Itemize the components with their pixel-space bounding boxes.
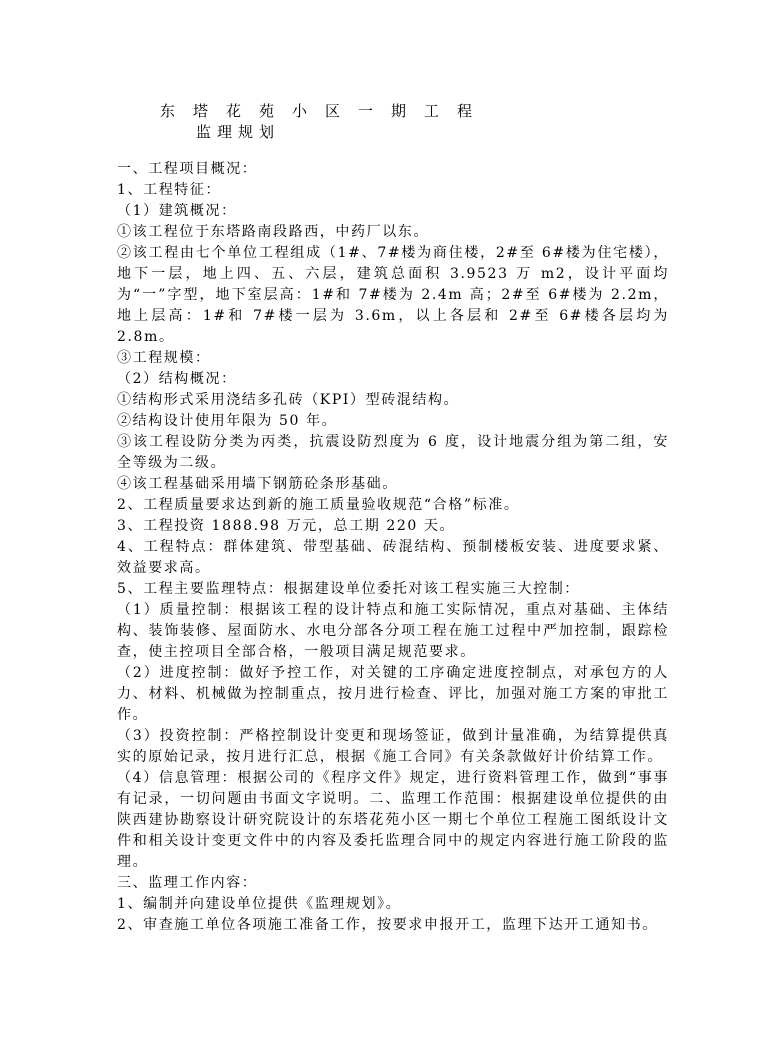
- paragraph-quality-control: （1）质量控制：根据该工程的设计特点和施工实际情况，重点对基础、主体结构、装饰装修、屋面防水、水电分部各分项工程在施工过程中严加控制，跟踪检查，使主控项目全部合格，一般项目满足规范要求。: [117, 602, 669, 660]
- section-heading-supervision-content: 三、监理工作内容：: [117, 875, 258, 891]
- paragraph-investment-control: （3）投资控制：严格控制设计变更和现场签证，做到计量准确，为结算提供真实的原始记录，按月进行汇总，根据《施工合同》有关条款做好计价结算工作。: [117, 728, 669, 765]
- section-heading-project-overview: 一、工程项目概况：: [117, 161, 258, 177]
- paragraph-design-life: ②结构设计使用年限为 50 年。: [117, 413, 338, 429]
- heading-building-overview: （1）建筑概况：: [117, 203, 237, 219]
- paragraph-content-item-2: 2、审查施工单位各项施工准备工作，按要求申报开工，监理下达开工通知书。: [117, 917, 658, 933]
- paragraph-structure-form: ①结构形式采用浇结多孔砖（KPI）型砖混结构。: [117, 392, 460, 408]
- document-title: 东塔花苑小区一期工程: [160, 102, 491, 120]
- heading-project-features: 1、工程特征：: [117, 182, 222, 198]
- paragraph-information-management: （4）信息管理：根据公司的《程序文件》规定，进行资料管理工作，做到“事事有记录，一切问题由书面文字说明。二、监理工作范围：根据建设单位提供的由陕西建协勘察设计研究院设计的东塔花苑小区一期七个单位工程施工图纸设计文件和相关设计变更文件中的内容及委托监理合同中的规定内容进行施工阶段的监理。: [117, 770, 669, 870]
- paragraph-seismic: ③该工程设防分类为丙类，抗震设防烈度为 6 度，设计地震分组为第二组，安全等级为二级。: [117, 434, 669, 471]
- paragraph-schedule-control: （2）进度控制：做好予控工作，对关键的工序确定进度控制点，对承包方的人力、材料、机械做为控制重点，按月进行检查、评比，加强对施工方案的审批工作。: [117, 665, 669, 723]
- heading-structure-overview: （2）结构概况：: [117, 371, 237, 387]
- document-subtitle: 监理规划: [196, 123, 281, 141]
- paragraph-quality-requirement: 2、工程质量要求达到新的施工质量验收规范“合格”标准。: [117, 497, 520, 513]
- paragraph-supervision-features: 5、工程主要监理特点：根据建设单位委托对该工程实施三大控制：: [117, 581, 580, 597]
- paragraph-investment: 3、工程投资 1888.98 万元，总工期 220 天。: [117, 518, 456, 534]
- paragraph-project-characteristics: 4、工程特点：群体建筑、带型基础、砖混结构、预制楼板安装、进度要求紧、效益要求高。: [117, 539, 669, 576]
- document-body: [117, 159, 669, 936]
- paragraph-location: ①该工程位于东塔路南段路西，中药厂以东。: [117, 224, 429, 240]
- heading-project-scale: ③工程规模：: [117, 350, 211, 366]
- paragraph-unit-composition: ②该工程由七个单位工程组成（1#、7#楼为商住楼，2#至 6#楼为住宅楼），地下一层，地上四、五、六层，建筑总面积 3.9523 万 m2，设计平面均为“一”字型，地下室层高：1#和 7#楼为 2.4m 高；2#至 6#楼为 2.2m，地上层高：1#和 7#楼一层为 3.6m，以上各层和 2#至 6#楼各层均为 2.8m。: [117, 245, 669, 345]
- paragraph-foundation: ④该工程基础采用墙下钢筋砼条形基础。: [117, 476, 398, 492]
- paragraph-content-item-1: 1、编制并向建设单位提供《监理规划》。: [117, 896, 402, 912]
